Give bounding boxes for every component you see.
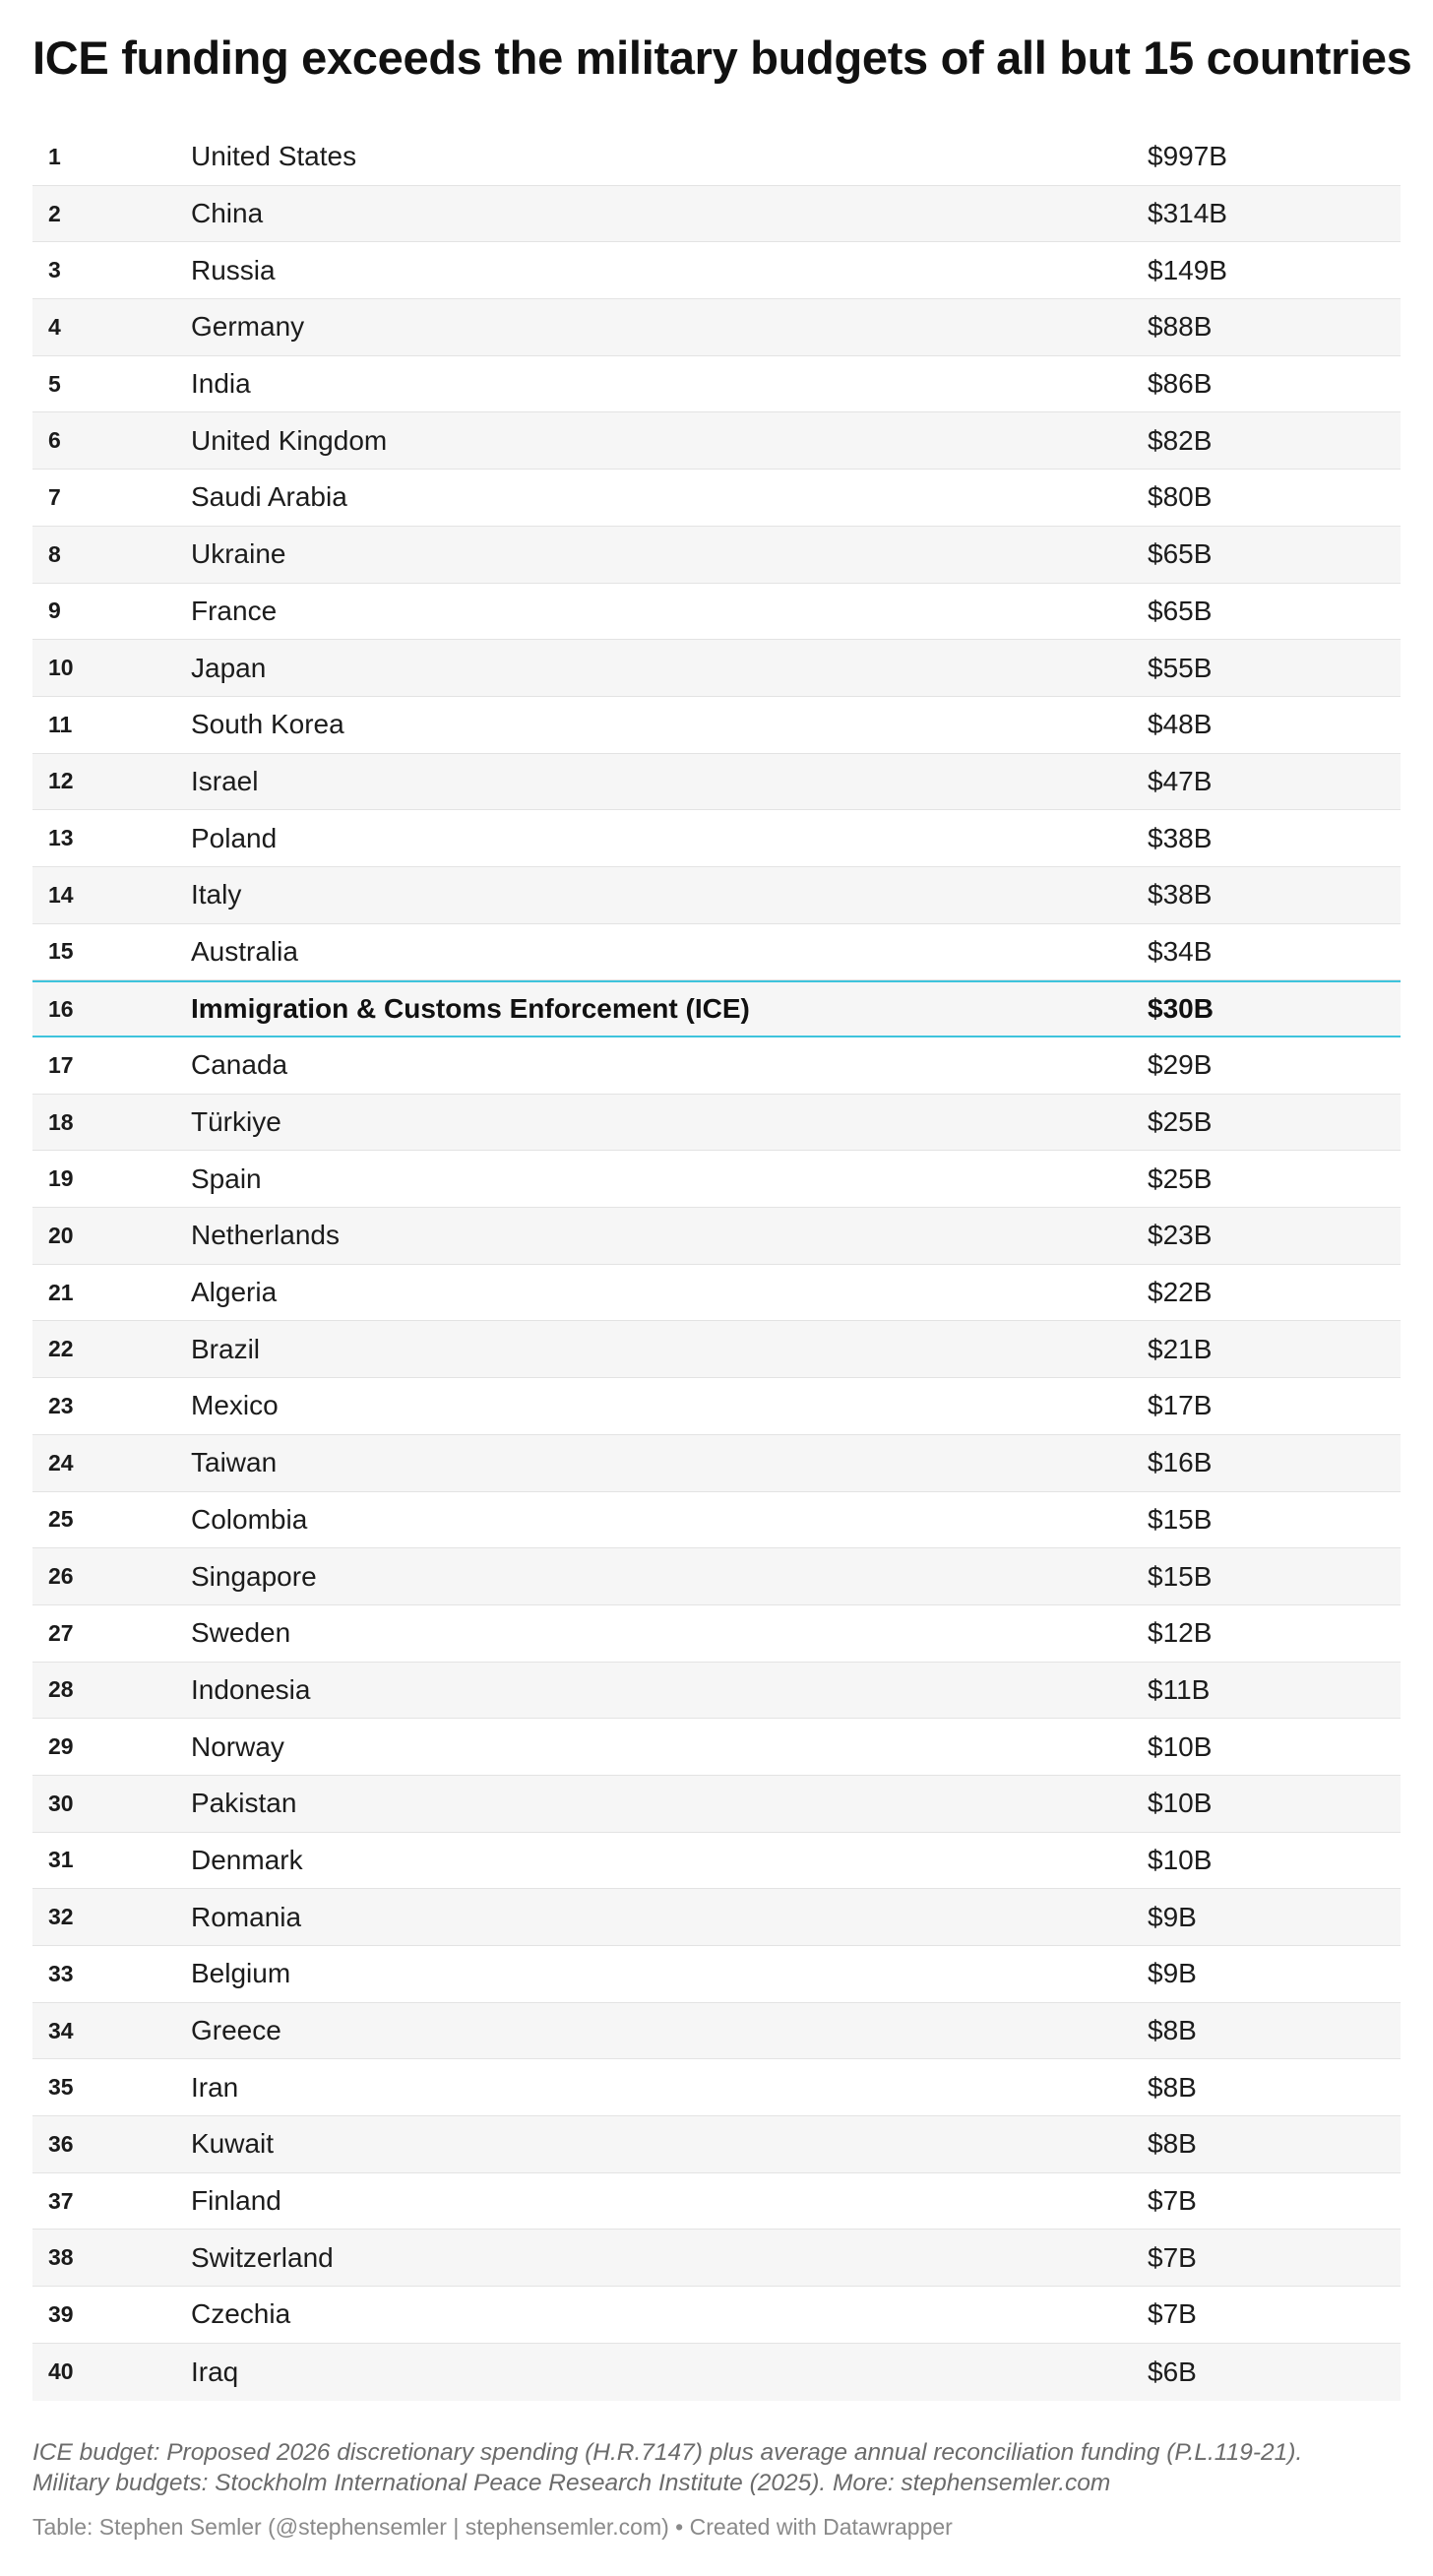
value-cell: $7B — [1148, 2241, 1197, 2273]
value-cell: $88B — [1148, 311, 1213, 343]
table-row — [32, 1095, 1401, 1152]
rank-cell: 29 — [48, 1733, 74, 1760]
value-cell: $15B — [1148, 1503, 1213, 1535]
rank-cell: 7 — [48, 483, 61, 510]
name-cell: Iran — [191, 2071, 239, 2103]
rank-cell: 12 — [48, 768, 74, 794]
rank-cell: 10 — [48, 655, 74, 681]
name-cell: Germany — [191, 311, 305, 343]
name-cell: Canada — [191, 1049, 288, 1081]
value-cell: $9B — [1148, 1901, 1197, 1932]
name-cell: Belgium — [191, 1958, 291, 1989]
name-cell: Brazil — [191, 1333, 261, 1364]
table-row — [32, 2003, 1401, 2060]
value-cell: $8B — [1148, 2071, 1197, 2103]
name-cell: Kuwait — [191, 2128, 275, 2160]
value-cell: $25B — [1148, 1162, 1213, 1194]
table-row — [32, 1833, 1401, 1890]
value-cell: $10B — [1148, 1730, 1213, 1762]
table-row — [32, 1776, 1401, 1833]
value-cell: $21B — [1148, 1333, 1213, 1364]
value-cell: $48B — [1148, 709, 1213, 740]
table-row — [32, 470, 1401, 527]
chart-title: ICE funding exceeds the military budgets of all but 15 countries — [32, 31, 1412, 84]
value-cell: $8B — [1148, 2128, 1197, 2160]
name-cell: Switzerland — [191, 2241, 334, 2273]
table-row — [32, 2344, 1401, 2401]
value-cell: $65B — [1148, 538, 1213, 570]
name-cell: Italy — [191, 879, 242, 911]
name-cell: Ukraine — [191, 538, 286, 570]
value-cell: $149B — [1148, 254, 1227, 285]
table-row — [32, 1151, 1401, 1208]
table-row — [32, 1208, 1401, 1265]
name-cell: Greece — [191, 2015, 281, 2046]
rank-cell: 13 — [48, 825, 74, 851]
name-cell: France — [191, 595, 278, 626]
chart-container — [32, 0, 1412, 2540]
table-row — [32, 640, 1401, 697]
table-row — [32, 1605, 1401, 1663]
rank-cell: 34 — [48, 2017, 74, 2043]
value-cell: $55B — [1148, 652, 1213, 683]
rank-cell: 35 — [48, 2074, 74, 2101]
name-cell: Poland — [191, 822, 278, 853]
name-cell: Denmark — [191, 1844, 303, 1875]
name-cell: Immigration & Customs Enforcement (ICE) — [191, 993, 750, 1025]
value-cell: $86B — [1148, 368, 1213, 400]
rank-cell: 38 — [48, 2244, 74, 2271]
data-table — [32, 129, 1401, 2401]
table-row — [32, 2287, 1401, 2344]
value-cell: $314B — [1148, 198, 1227, 229]
value-cell: $80B — [1148, 481, 1213, 513]
value-cell: $30B — [1148, 993, 1214, 1025]
rank-cell: 6 — [48, 427, 61, 454]
value-cell: $10B — [1148, 1788, 1213, 1819]
value-cell: $9B — [1148, 1958, 1197, 1989]
rank-cell: 39 — [48, 2300, 74, 2327]
name-cell: Mexico — [191, 1390, 279, 1421]
table-row — [32, 2230, 1401, 2287]
rank-cell: 5 — [48, 370, 61, 397]
value-cell: $6B — [1148, 2356, 1197, 2387]
table-row — [32, 129, 1401, 186]
table-row — [32, 1946, 1401, 2003]
rank-cell: 36 — [48, 2130, 74, 2157]
table-row — [32, 2173, 1401, 2230]
rank-cell: 3 — [48, 257, 61, 283]
value-cell: $8B — [1148, 2015, 1197, 2046]
rank-cell: 28 — [48, 1676, 74, 1703]
table-row-highlighted — [32, 980, 1401, 1037]
name-cell: Algeria — [191, 1277, 278, 1308]
rank-cell: 21 — [48, 1279, 74, 1305]
rank-cell: 17 — [48, 1051, 74, 1078]
table-row — [32, 754, 1401, 811]
value-cell: $65B — [1148, 595, 1213, 626]
value-cell: $7B — [1148, 2298, 1197, 2330]
value-cell: $82B — [1148, 424, 1213, 456]
table-row — [32, 1719, 1401, 1776]
name-cell: Sweden — [191, 1617, 291, 1649]
name-cell: Spain — [191, 1162, 262, 1194]
value-cell: $23B — [1148, 1220, 1213, 1251]
value-cell: $12B — [1148, 1617, 1213, 1649]
name-cell: Finland — [191, 2185, 281, 2217]
name-cell: Japan — [191, 652, 267, 683]
value-cell: $34B — [1148, 935, 1213, 967]
rank-cell: 37 — [48, 2187, 74, 2214]
value-cell: $29B — [1148, 1049, 1213, 1081]
table-row — [32, 356, 1401, 413]
rank-cell: 25 — [48, 1506, 74, 1533]
value-cell: $7B — [1148, 2185, 1197, 2217]
table-row — [32, 242, 1401, 299]
rank-cell: 16 — [48, 995, 74, 1022]
value-cell: $10B — [1148, 1844, 1213, 1875]
table-row — [32, 1378, 1401, 1435]
name-cell: Russia — [191, 254, 276, 285]
rank-cell: 32 — [48, 1904, 74, 1930]
table-row — [32, 1321, 1401, 1378]
table-row — [32, 1548, 1401, 1605]
value-cell: $47B — [1148, 765, 1213, 796]
name-cell: Taiwan — [191, 1447, 278, 1478]
table-row — [32, 1435, 1401, 1492]
table-row — [32, 412, 1401, 470]
rank-cell: 1 — [48, 143, 61, 169]
name-cell: Australia — [191, 935, 298, 967]
table-row — [32, 1889, 1401, 1946]
name-cell: Norway — [191, 1730, 284, 1762]
name-cell: Czechia — [191, 2298, 291, 2330]
value-cell: $38B — [1148, 822, 1213, 853]
rank-cell: 11 — [48, 711, 73, 737]
value-cell: $15B — [1148, 1560, 1213, 1592]
rank-cell: 15 — [48, 938, 74, 965]
name-cell: United Kingdom — [191, 424, 388, 456]
table-row — [32, 1037, 1401, 1095]
name-cell: Türkiye — [191, 1106, 281, 1138]
name-cell: Israel — [191, 765, 259, 796]
rank-cell: 23 — [48, 1392, 74, 1418]
name-cell: Singapore — [191, 1560, 317, 1592]
table-row — [32, 2059, 1401, 2116]
name-cell: Netherlands — [191, 1220, 340, 1251]
rank-cell: 4 — [48, 313, 61, 340]
table-row — [32, 867, 1401, 924]
value-cell: $25B — [1148, 1106, 1213, 1138]
value-cell: $22B — [1148, 1277, 1213, 1308]
rank-cell: 40 — [48, 2358, 74, 2385]
rank-cell: 2 — [48, 200, 61, 226]
name-cell: India — [191, 368, 251, 400]
chart-notes — [32, 2437, 1410, 2498]
value-cell: $16B — [1148, 1447, 1213, 1478]
rank-cell: 30 — [48, 1790, 74, 1816]
chart-credit: Table: Stephen Semler (@stephensemler | stephensemler.com) • Created with Datawrapper — [32, 2514, 953, 2540]
table-row — [32, 1265, 1401, 1322]
rank-cell: 8 — [48, 540, 61, 567]
table-row — [32, 527, 1401, 584]
table-row — [32, 2116, 1401, 2173]
name-cell: Pakistan — [191, 1788, 297, 1819]
table-row — [32, 1663, 1401, 1720]
table-row — [32, 697, 1401, 754]
rank-cell: 22 — [48, 1336, 74, 1362]
rank-cell: 14 — [48, 881, 74, 908]
name-cell: Indonesia — [191, 1673, 311, 1705]
notes-ice-budget: ICE budget: Proposed 2026 discretionary spending (H.R.7147) plus average annual reconciliation funding (P.L.119-21). — [32, 2439, 1303, 2466]
rank-cell: 24 — [48, 1449, 74, 1476]
table-row — [32, 1492, 1401, 1549]
table-row — [32, 299, 1401, 356]
value-cell: $38B — [1148, 879, 1213, 911]
name-cell: Saudi Arabia — [191, 481, 347, 513]
name-cell: South Korea — [191, 709, 344, 740]
table-row — [32, 584, 1401, 641]
name-cell: United States — [191, 141, 357, 172]
notes-military-budgets: Military budgets: Stockholm International Peace Research Institute (2025). More: stephensemler.com — [32, 2470, 1111, 2496]
name-cell: Colombia — [191, 1503, 308, 1535]
rank-cell: 27 — [48, 1619, 74, 1646]
rank-cell: 19 — [48, 1165, 74, 1192]
value-cell: $17B — [1148, 1390, 1213, 1421]
table-row — [32, 810, 1401, 867]
name-cell: Romania — [191, 1901, 302, 1932]
rank-cell: 33 — [48, 1960, 74, 1986]
rank-cell: 9 — [48, 597, 61, 624]
rank-cell: 31 — [48, 1847, 74, 1873]
rank-cell: 26 — [48, 1563, 74, 1590]
table-row — [32, 924, 1401, 981]
table-row — [32, 186, 1401, 243]
rank-cell: 18 — [48, 1108, 74, 1135]
value-cell: $997B — [1148, 141, 1227, 172]
name-cell: Iraq — [191, 2356, 239, 2387]
rank-cell: 20 — [48, 1222, 74, 1248]
value-cell: $11B — [1148, 1673, 1211, 1705]
name-cell: China — [191, 198, 264, 229]
